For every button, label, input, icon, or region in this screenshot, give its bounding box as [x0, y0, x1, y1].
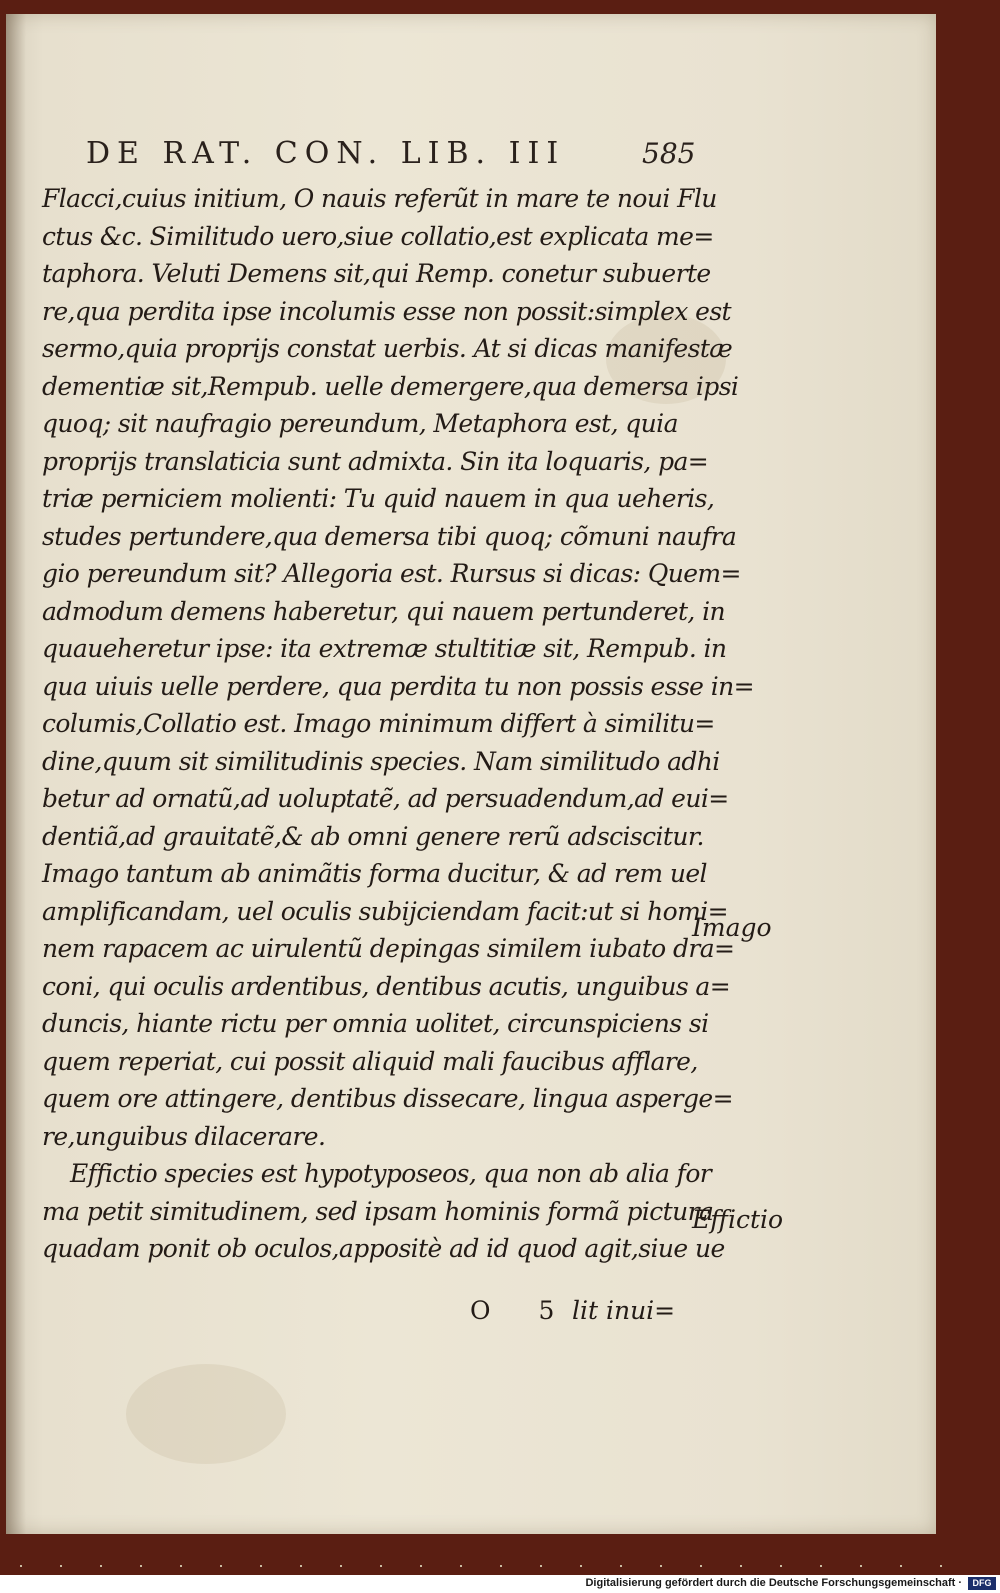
text-line: columis,Collatio est. Imago minimum differt à similitu=: [42, 709, 715, 738]
text-line: dine,quum sit similitudinis species. Nam similitudo adhi: [42, 746, 720, 776]
text-line: re,unguibus dilacerare.: [42, 1121, 326, 1151]
text-line: studes pertundere,qua demersa tibi quoq; cõmuni naufra: [42, 521, 737, 551]
text-line: taphora. Veluti Demens sit,qui Remp. conetur subuerte: [42, 259, 711, 288]
text-line: Flacci,cuius initium, O nauis referũt in mare te noui Flu: [42, 184, 717, 213]
catchline: [470, 1296, 690, 1336]
text-line: quem ore attingere, dentibus dissecare, lingua asperge=: [42, 1084, 733, 1113]
catchword: lit inui=: [572, 1296, 676, 1325]
text-line: dementiæ sit,Rempub. uelle demergere,qua demersa ipsi: [42, 371, 739, 401]
text-line: quaueheretur ipse: ita extremæ stultitiæ sit, Rempub. in: [42, 634, 727, 663]
paper-stain: [126, 1364, 286, 1464]
margin-note-effictio: Effictio: [692, 1205, 784, 1234]
text-line: admodum demens haberetur, qui nauem pertunderet, in: [42, 596, 725, 626]
text-line: quoq; sit naufragio pereundum, Metaphora est, quia: [42, 409, 678, 438]
funding-credit: Digitalisierung gefördert durch die Deutsche Forschungsgemeinschaft ·: [585, 1577, 962, 1589]
text-line: nem rapacem ac uirulentũ depingas similem iubato dra=: [42, 934, 735, 963]
signature-mark: O 5: [470, 1296, 575, 1325]
paragraph-start-line: Effictio species est hypotyposeos, qua non ab alia for: [70, 1159, 712, 1188]
dfg-logo: DFG: [968, 1577, 996, 1590]
text-line: duncis, hiante rictu per omnia uolitet, circunspiciens si: [42, 1009, 709, 1038]
text-line: qua uiuis uelle perdere, qua perdita tu non possis esse in=: [42, 671, 754, 701]
running-head-title: DE RAT. CON. LIB. III: [86, 136, 566, 171]
page-number: 585: [642, 137, 696, 170]
text-line: gio pereundum sit? Allegoria est. Rursus si dicas: Quem=: [42, 559, 741, 588]
text-line: sermo,quia proprijs constat uerbis. At si dicas manifestæ: [42, 334, 733, 363]
text-line: ma petit simitudinem, sed ipsam hominis formã pictura: [42, 1196, 714, 1226]
margin-note-imago: Imago: [692, 913, 772, 942]
text-line: triæ perniciem molienti: Tu quid nauem in qua ueheris,: [42, 484, 715, 513]
text-line: betur ad ornatũ,ad uoluptatẽ, ad persuadendum,ad eui=: [42, 784, 729, 813]
text-line: ctus &c. Similitudo uero,siue collatio,est explicata me=: [42, 221, 714, 251]
gutter-shadow: [6, 14, 26, 1534]
body-text: [42, 180, 754, 1268]
text-line: amplificandam, uel oculis subijciendam facit:ut si homi=: [42, 896, 728, 926]
text-line: re,qua perdita ipse incolumis esse non possit:simplex est: [42, 296, 732, 326]
text-line: quem reperiat, cui possit aliquid mali faucibus afflare,: [42, 1046, 698, 1076]
text-line: quadam ponit ob oculos,appositè ad id quod agit,siue ue: [42, 1234, 725, 1263]
text-line: Imago tantum ab animãtis forma ducitur, & ad rem uel: [42, 859, 707, 888]
text-line: dentiã,ad grauitatẽ,& ab omni genere rerũ adsciscitur.: [42, 821, 704, 851]
text-line: proprijs translaticia sunt admixta. Sin ita loquaris, pa=: [42, 446, 709, 476]
text-line: coni, qui oculis ardentibus, dentibus acutis, unguibus a=: [42, 971, 731, 1001]
ruler-dots: [0, 1560, 1000, 1572]
running-head: [86, 132, 696, 176]
